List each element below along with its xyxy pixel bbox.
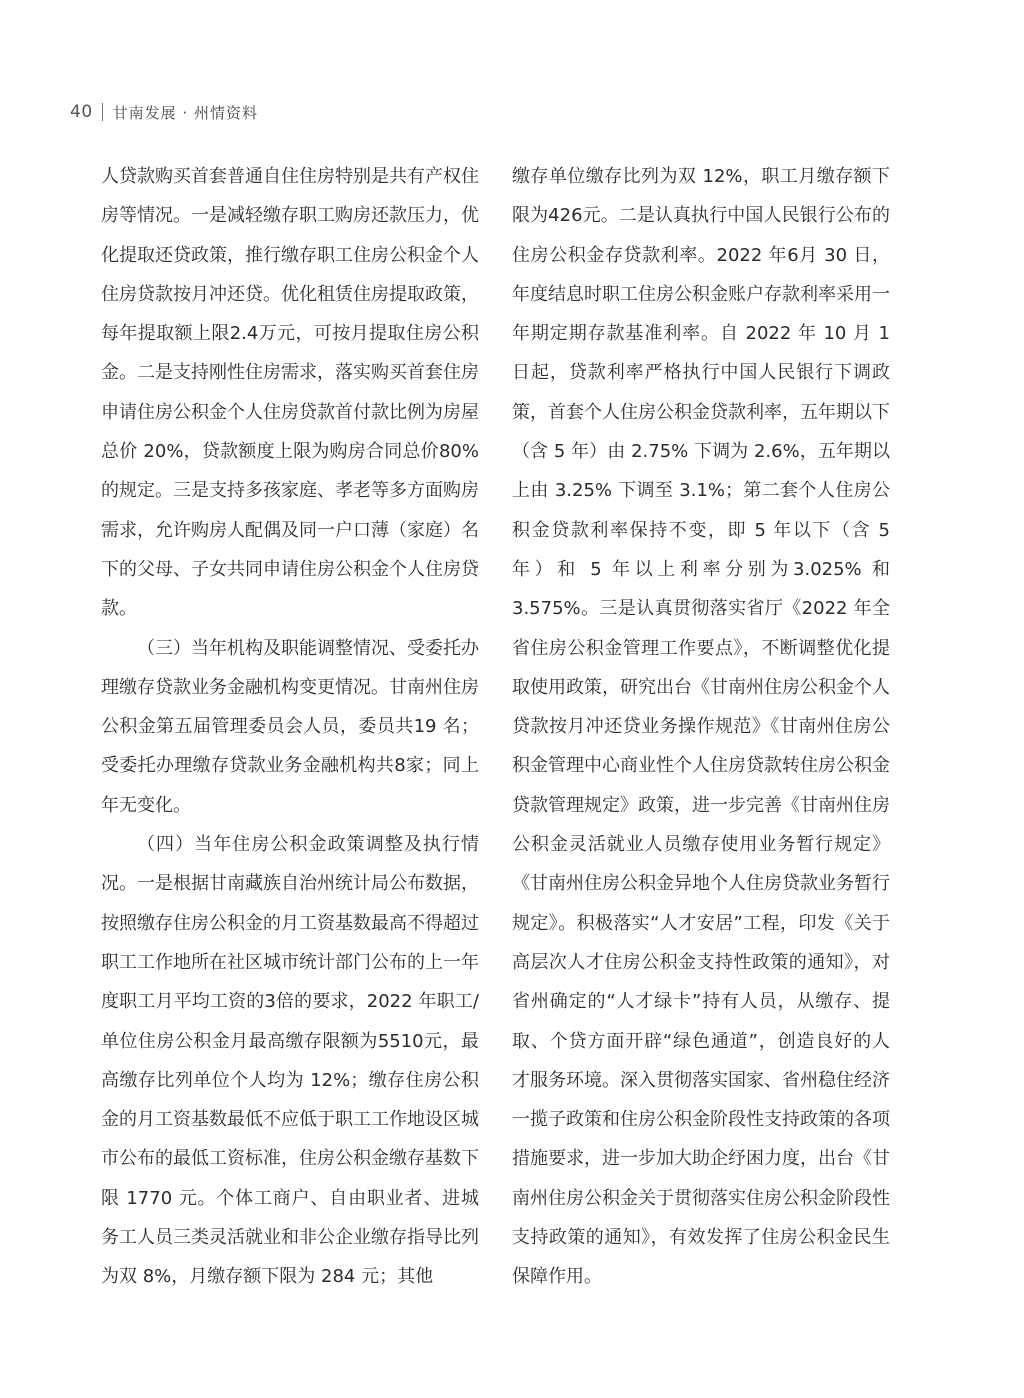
running-title: 甘南发展 · 州情资料	[112, 103, 258, 122]
right-text-column	[512, 157, 890, 1297]
header-divider	[102, 103, 103, 121]
page-number: 40	[70, 102, 93, 122]
body-paragraph: （四）当年住房公积金政策调整及执行情况。一是根据甘南藏族自治州统计局公布数据，按照缴存住房公积金的月工资基数最高不得超过职工工作地所在社区城市统计部门公布的上一年度职工月平均工资的3倍的要求，2022 年职工/单位住房公积金月最高缴存限额为5510元，最高缴存比列单位个人均为 12%；缴存住房公积金的月工资基数最低不应低于职工工作地设区城市公布的最低工资标准，住房公积金缴存基数下限 1770 元。个体工商户、自由职业者、进城务工人员三类灵活就业和非公企业缴存指导比列为双 8%，月缴存额下限为 284 元；其他	[101, 834, 479, 1288]
left-text-column	[101, 157, 479, 1297]
body-paragraph: 缴存单位缴存比列为双 12%，职工月缴存额下限为426元。二是认真执行中国人民银行公布的住房公积金存贷款利率。2022 年6月 30 日，年度结息时职工住房公积金账户存款利率采用一年期定期存款基准利率。自 2022 年 10 月 1 日起，贷款利率严格执行中国人民银行下调政策，首套个人住房公积金贷款利率，五年期以下（含 5 年）由 2.75% 下调为 2.6%，五年期以上由 3.25% 下调至 3.1%；第二套个人住房公积金贷款利率保持不变，即 5 年以下（含 5 年）和 5 年以上利率分别为3.025% 和3.575%。三是认真贯彻落实省厅《2022 年全省住房公积金管理工作要点》，不断调整优化提取使用政策，研究出台《甘南州住房公积金个人贷款按月冲还贷业务操作规范》《甘南州住房公积金管理中心商业性个人住房贷款转住房公积金贷款管理规定》政策，进一步完善《甘南州住房公积金灵活就业人员缴存使用业务暂行规定》《甘南州住房公积金异地个人住房贷款业务暂行规定》。积极落实“人才安居”工程，印发《关于高层次人才住房公积金支持性政策的通知》，对省州确定的“人才绿卡”持有人员，从缴存、提取、个贷方面开辟“绿色通道”，创造良好的人才服务环境。深入贯彻落实国家、省州稳住经济一揽子政策和住房公积金阶段性支持政策的各项措施要求，进一步加大助企纾困力度，出台《甘南州住房公积金关于贯彻落实住房公积金阶段性支持政策的通知》，有效发挥了住房公积金民生保障作用。	[512, 166, 890, 1288]
body-paragraph: （三）当年机构及职能调整情况、受委托办理缴存贷款业务金融机构变更情况。甘南州住房公积金第五届管理委员会人员，委员共19 名；受委托办理缴存贷款业务金融机构共8家；同上年无变化。	[101, 637, 479, 816]
page-header	[70, 99, 258, 125]
body-paragraph: 人贷款购买首套普通自住住房特别是共有产权住房等情况。一是减轻缴存职工购房还款压力，优化提取还贷政策，推行缴存职工住房公积金个人住房贷款按月冲还贷。优化租赁住房提取政策，每年提取额上限2.4万元，可按月提取住房公积金。二是支持刚性住房需求，落实购买首套住房申请住房公积金个人住房贷款首付款比例为房屋总价 20%，贷款额度上限为购房合同总价80% 的规定。三是支持多孩家庭、孝老等多方面购房需求，允许购房人配偶及同一户口薄（家庭）名下的父母、子女共同申请住房公积金个人住房贷款。	[101, 166, 479, 620]
